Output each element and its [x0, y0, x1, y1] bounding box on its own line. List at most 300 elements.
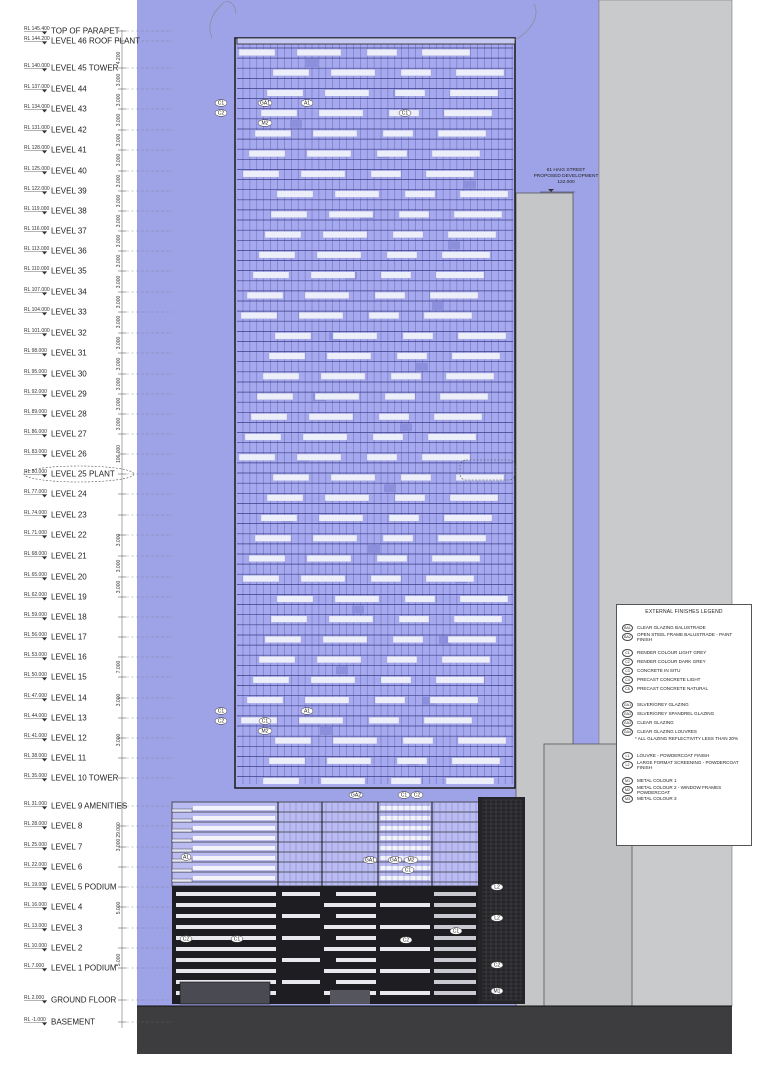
tag-c1-lower-2	[259, 718, 271, 725]
level-rl: RL 13.000	[24, 923, 47, 929]
tag-m2-upper	[258, 120, 272, 127]
spandrel-panel	[323, 636, 367, 643]
spandrel-panel	[405, 596, 435, 603]
spandrel-panel	[315, 393, 359, 400]
legend-row	[622, 684, 746, 693]
legend-label: METAL COLOUR 2 - WINDOW FRAMES POWDERCOAT	[637, 784, 722, 795]
spandrel-panel	[387, 252, 417, 259]
level-arrow	[42, 929, 47, 932]
level-name: LEVEL 18	[51, 612, 87, 622]
podium-stripe	[282, 958, 320, 962]
spandrel-panel	[307, 150, 351, 157]
level-rl: RL 77.000	[24, 489, 47, 495]
spandrel-panel	[243, 575, 279, 582]
spandrel-panel	[424, 312, 472, 319]
podium-stripe	[282, 914, 320, 918]
level-arrow	[42, 658, 47, 661]
dimension-value: 3.000	[116, 315, 122, 329]
legend-code: C3	[622, 667, 633, 675]
level-arrow	[42, 455, 47, 458]
level-name: LEVEL 37	[51, 226, 87, 236]
spandrel-panel	[422, 49, 470, 56]
podium-panel	[193, 836, 275, 840]
level-name: LEVEL 32	[51, 328, 87, 338]
legend-code: L2	[622, 761, 633, 769]
spandrel-panel	[446, 778, 494, 785]
spandrel-panel	[377, 555, 407, 562]
tag-text: C2	[217, 110, 225, 117]
spandrel-panel	[424, 717, 472, 724]
spandrel-panel	[301, 575, 345, 582]
spandrel-panel	[428, 434, 476, 441]
spandrel-panel	[454, 616, 502, 623]
spandrel-panel	[375, 697, 405, 704]
spandrel-panel	[273, 69, 309, 76]
dimension-value: 3.000	[116, 113, 122, 127]
podium-panel	[380, 836, 430, 840]
spandrel-panel	[432, 150, 480, 157]
dimension-value: 3.000	[116, 733, 122, 747]
spandrel-panel	[401, 69, 431, 76]
tag-m2-podium	[404, 857, 418, 864]
level-rl: RL 71.000	[24, 530, 47, 536]
dimension-value: 3.000	[116, 397, 122, 411]
tag-text: L2	[494, 915, 500, 922]
dimension-value: 3.000	[116, 275, 122, 289]
podium-stripe	[176, 947, 276, 951]
spandrel-panel	[249, 150, 285, 157]
spandrel-panel	[259, 656, 295, 663]
level-rl: RL 86.000	[24, 429, 47, 435]
podium-stripe	[282, 892, 320, 896]
tower	[235, 38, 515, 788]
spandrel-panel	[321, 373, 365, 380]
tag-text: M2	[261, 120, 269, 127]
tag-c2-podium-low	[180, 936, 192, 943]
spandrel-panel	[261, 110, 297, 117]
spandrel-panel	[249, 555, 285, 562]
spandrel-panel	[277, 596, 313, 603]
spandrel-panel	[297, 454, 341, 461]
level-name: LEVEL 23	[51, 510, 87, 520]
spandrel-panel	[261, 515, 297, 522]
dimension-value: 4.200	[116, 51, 122, 65]
podium-panel	[193, 816, 275, 820]
glazing-patch	[448, 241, 460, 249]
basement	[137, 1006, 732, 1054]
podium-panel	[380, 846, 430, 850]
legend-label: METAL COLOUR 1	[637, 778, 677, 783]
level-arrow	[42, 536, 47, 539]
level-rl: RL 25.000	[24, 842, 47, 848]
spandrel-panel	[369, 312, 399, 319]
podium-stripe	[434, 936, 476, 940]
level-name: LEVEL 22	[51, 530, 87, 540]
legend-code: C4	[622, 676, 633, 684]
tag-m1-core	[491, 988, 503, 995]
level-rl: RL 137.000	[24, 84, 50, 90]
level-arrow	[42, 516, 47, 519]
level-arrow	[42, 779, 47, 782]
podium-stripe	[324, 925, 376, 929]
podium-stripe	[434, 980, 476, 984]
level-arrow	[42, 848, 47, 851]
spandrel-panel	[373, 434, 403, 441]
dimension-value: 106.000	[116, 444, 122, 464]
level-rl: RL -1.000	[24, 1017, 46, 1023]
legend-row	[622, 727, 746, 736]
legend-code: GA4	[623, 729, 632, 734]
spandrel-panel	[269, 758, 305, 765]
level-arrow	[42, 969, 47, 972]
level-rl: RL 89.000	[24, 409, 47, 415]
spandrel-panel	[275, 333, 311, 340]
spandrel-panel	[267, 495, 303, 502]
spandrel-panel	[436, 677, 484, 684]
spandrel-panel	[426, 575, 474, 582]
spandrel-panel	[269, 353, 305, 360]
dimension-value: 3.000	[116, 580, 122, 594]
spandrel-panel	[440, 393, 488, 400]
dimension-value: 7.000	[116, 660, 122, 674]
podium-panel	[380, 876, 430, 880]
level-rl: RL 47.000	[24, 693, 47, 699]
spandrel-panel	[450, 90, 498, 97]
level-rl: RL 68.000	[24, 551, 47, 557]
adjacent-line1: 61 HAIG STREET	[546, 168, 586, 173]
podium-stripe	[176, 892, 276, 896]
legend-label: LOUVRE - POWDERCOAT FINISH	[637, 753, 710, 758]
spandrel-panel	[444, 515, 492, 522]
podium-stripe	[434, 958, 476, 962]
spandrel-panel	[397, 353, 427, 360]
spandrel-panel	[405, 191, 435, 198]
podium-balcony	[172, 879, 192, 882]
dimension-value: 3.000	[116, 153, 122, 167]
level-arrow	[42, 598, 47, 601]
level-arrow	[42, 949, 47, 952]
podium-stripe	[324, 903, 376, 907]
tag-a1-podium	[181, 854, 191, 861]
level-rl: RL 144.200	[24, 36, 50, 42]
legend-code: GA1	[623, 702, 632, 707]
legend-label: RENDER COLOUR DARK GREY	[637, 659, 706, 664]
level-rl: RL 10.000	[24, 943, 47, 949]
podium-stripe	[380, 969, 430, 973]
dimension-value: 3.000	[116, 194, 122, 208]
level-rl: RL 19.000	[24, 882, 47, 888]
glazing-patch	[384, 484, 396, 492]
spandrel-panel	[311, 272, 355, 279]
legend-gap	[622, 769, 746, 776]
legend-code: C1	[622, 649, 633, 657]
legend-code: M3	[622, 795, 633, 803]
dimension-value: 3.000	[116, 336, 122, 350]
tag-text: C2	[402, 937, 410, 944]
level-name: LEVEL 24	[51, 489, 87, 499]
tag-c1-podium	[398, 792, 410, 799]
podium-stripe	[324, 947, 376, 951]
dimension-value: 3.000	[116, 73, 122, 87]
level-arrow	[42, 272, 47, 275]
spandrel-panel	[460, 191, 508, 198]
spandrel-panel	[301, 171, 345, 178]
glazing-patch	[306, 59, 318, 67]
tag-text: C1	[404, 867, 412, 874]
legend-body	[622, 623, 746, 810]
legend-label: CONCRETE IN SITU	[637, 668, 681, 673]
spandrel-panel	[335, 191, 379, 198]
podium-stripe	[380, 947, 430, 951]
tag-text: C1	[261, 718, 269, 725]
spandrel-panel	[395, 90, 425, 97]
spandrel-panel	[297, 49, 341, 56]
tag-c1-upper-mid	[399, 110, 411, 117]
level-arrow	[42, 495, 47, 498]
level-rl: RL 56.000	[24, 632, 47, 638]
level-name: GROUND FLOOR	[51, 995, 117, 1005]
spandrel-panel	[303, 434, 347, 441]
spandrel-panel	[319, 110, 363, 117]
podium-balcony	[172, 829, 192, 832]
level-name: LEVEL 41	[51, 145, 87, 155]
level-name: LEVEL 5 PODIUM	[51, 882, 117, 892]
spandrel-panel	[377, 150, 407, 157]
level-rl: RL 35.000	[24, 773, 47, 779]
glazing-patch	[352, 606, 364, 614]
tag-text: M1	[493, 988, 501, 995]
level-name: LEVEL 33	[51, 307, 87, 317]
tag-text: C2	[217, 718, 225, 725]
podium-balcony	[172, 849, 192, 852]
tag-m2-lower	[258, 728, 272, 735]
level-rl: RL 16.000	[24, 902, 47, 908]
dimension-value: 3.000	[116, 174, 122, 188]
level-rl: RL 22.000	[24, 862, 47, 868]
level-rl: RL 7.000	[24, 963, 45, 969]
tag-c1-podium-low	[231, 936, 243, 943]
legend-code: GA3	[623, 720, 632, 725]
legend-row	[622, 794, 746, 803]
spandrel-panel	[327, 353, 371, 360]
level-arrow	[42, 42, 47, 45]
spandrel-panel	[444, 110, 492, 117]
podium-stripe	[434, 903, 476, 907]
spandrel-panel	[335, 596, 379, 603]
tag-text: GA2	[350, 792, 362, 799]
tag-text: M2	[261, 728, 269, 735]
level-arrow	[42, 475, 47, 478]
tag-text: C1	[217, 708, 225, 715]
level-rl: RL 53.000	[24, 652, 47, 658]
dimension-value: 5.000	[116, 953, 122, 967]
podium-stripe	[434, 991, 476, 995]
tag-ga1-podium-2	[388, 857, 402, 864]
level-name: LEVEL 9 AMENITIES	[51, 801, 128, 811]
adjacent-line2: PROPOSED DEVELOPMENT	[533, 174, 599, 179]
spandrel-panel	[309, 414, 353, 421]
dimension-value: 3.000	[116, 295, 122, 309]
level-name: LEVEL 46 ROOF PLANT	[51, 36, 141, 46]
spandrel-panel	[323, 231, 367, 238]
podium-stripe	[380, 903, 430, 907]
spandrel-panel	[442, 252, 490, 259]
tag-c2-lower	[215, 718, 227, 725]
spandrel-panel	[271, 616, 307, 623]
dimension-value: 3.000	[116, 559, 122, 573]
level-name: LEVEL 42	[51, 125, 87, 135]
level-arrow	[42, 908, 47, 911]
spandrel-panel	[391, 373, 421, 380]
tag-a1-lower	[301, 708, 313, 715]
podium-panel	[380, 816, 430, 820]
level-name: LEVEL 45 TOWER	[51, 63, 119, 73]
tag-text: C1	[452, 928, 460, 935]
spandrel-panel	[259, 252, 295, 259]
level-rl: RL 44.000	[24, 713, 47, 719]
spandrel-panel	[275, 737, 311, 744]
spandrel-panel	[243, 171, 279, 178]
spandrel-panel	[271, 211, 307, 218]
podium-stripe	[176, 958, 276, 962]
level-rl: RL 101.000	[24, 328, 50, 334]
spandrel-panel	[255, 130, 291, 137]
level-arrow	[42, 618, 47, 621]
tag-c1-podium-low-2	[450, 928, 462, 935]
podium-panel	[193, 846, 275, 850]
adjacent-rl: 122.000	[557, 180, 575, 185]
podium-stripe	[176, 903, 276, 907]
level-arrow	[42, 131, 47, 134]
spandrel-panel	[436, 272, 484, 279]
level-arrow	[42, 110, 47, 113]
spandrel-panel	[434, 414, 482, 421]
podium-stripe	[336, 980, 376, 984]
ground-entry	[180, 982, 270, 1004]
spandrel-panel	[321, 778, 365, 785]
level-arrow	[42, 212, 47, 215]
level-name: LEVEL 19	[51, 592, 87, 602]
level-arrow	[42, 354, 47, 357]
level-arrow	[42, 699, 47, 702]
podium-panel	[193, 826, 275, 830]
legend-label: PRECAST CONCRETE LIGHT	[637, 677, 701, 682]
level-rl: RL 107.000	[24, 287, 50, 293]
spandrel-panel	[369, 717, 399, 724]
level-name: LEVEL 3	[51, 923, 83, 933]
spandrel-panel	[263, 778, 299, 785]
legend-code: L1	[622, 752, 633, 760]
spandrel-panel	[273, 474, 309, 481]
level-rl: RL 50.000	[24, 672, 47, 678]
podium-stripe	[434, 947, 476, 951]
spandrel-panel	[432, 555, 480, 562]
level-rl: RL 31.000	[24, 801, 47, 807]
level-name: LEVEL 15	[51, 672, 87, 682]
tag-c1-podium-2	[402, 867, 414, 874]
spandrel-panel	[329, 616, 373, 623]
level-arrow	[42, 827, 47, 830]
podium-panel	[193, 806, 275, 810]
level-arrow	[42, 739, 47, 742]
level-rl: RL 74.000	[24, 510, 47, 516]
glazing-patch	[432, 302, 444, 310]
level-name: LEVEL 44	[51, 84, 87, 94]
legend-label: OPEN STEEL FRAME BALUSTRADE - PAINT FINISH	[637, 631, 733, 642]
legend-gap	[622, 744, 746, 751]
spandrel-panel	[305, 292, 349, 299]
level-name: LEVEL 35	[51, 266, 87, 276]
level-arrow	[42, 435, 47, 438]
spandrel-panel	[381, 272, 411, 279]
podium-stripe	[282, 936, 320, 940]
legend-code: M1	[622, 777, 633, 785]
spandrel-panel	[317, 656, 361, 663]
tag-text: A1	[303, 708, 311, 715]
tag-text: GA1	[259, 100, 271, 107]
glazing-patch	[320, 727, 332, 735]
level-rl: RL 113.000	[24, 246, 50, 252]
spandrel-panel	[277, 191, 313, 198]
spandrel-panel	[247, 292, 283, 299]
spandrel-panel	[446, 373, 494, 380]
tag-c1-upper	[215, 100, 227, 107]
legend-code: C2	[622, 658, 633, 666]
tag-l2-core-2	[491, 915, 503, 922]
podium-stripe	[176, 914, 276, 918]
level-rl: RL 2.000	[24, 995, 45, 1001]
level-rl: RL 104.000	[24, 307, 50, 313]
dimension-value: 3.000	[116, 93, 122, 107]
spandrel-panel	[422, 454, 470, 461]
spandrel-panel	[329, 211, 373, 218]
legend-note: * ALL GLAZING REFLECTIVITY LESS THAN 20%	[635, 736, 739, 741]
tag-text: C2	[493, 962, 501, 969]
spandrel-panel	[430, 697, 478, 704]
spandrel-panel	[397, 758, 427, 765]
podium-balcony	[172, 819, 192, 822]
level-name: LEVEL 14	[51, 693, 87, 703]
spandrel-panel	[265, 636, 301, 643]
podium-panel	[193, 856, 275, 860]
level-name: LEVEL 8	[51, 821, 83, 831]
legend-label: LARGE FORMAT SCREENING - POWDERCOAT FINISH	[637, 759, 739, 770]
spandrel-panel	[333, 737, 377, 744]
tag-text: L2	[494, 884, 500, 891]
tag-text: GA1	[364, 857, 376, 864]
spandrel-panel	[456, 69, 504, 76]
tag-text: C1	[217, 100, 225, 107]
level-name: LEVEL 43	[51, 104, 87, 114]
level-arrow	[42, 868, 47, 871]
level-rl: RL 140.000	[24, 63, 50, 69]
legend-gap	[622, 641, 746, 648]
level-name: LEVEL 26	[51, 449, 87, 459]
spandrel-panel	[387, 656, 417, 663]
spandrel-panel	[245, 434, 281, 441]
spandrel-panel	[265, 231, 301, 238]
level-name: LEVEL 17	[51, 632, 87, 642]
dimension-value: 3.000	[116, 254, 122, 268]
legend-label: SILVER/GREY SPANDREL GLAZING	[637, 711, 715, 716]
dimension-value: 5.000	[116, 901, 122, 915]
spandrel-panel	[313, 535, 357, 542]
spandrel-panel	[403, 333, 433, 340]
level-name: LEVEL 16	[51, 652, 87, 662]
level-name: LEVEL 6	[51, 862, 83, 872]
spandrel-panel	[313, 130, 357, 137]
podium-panel	[193, 866, 275, 870]
